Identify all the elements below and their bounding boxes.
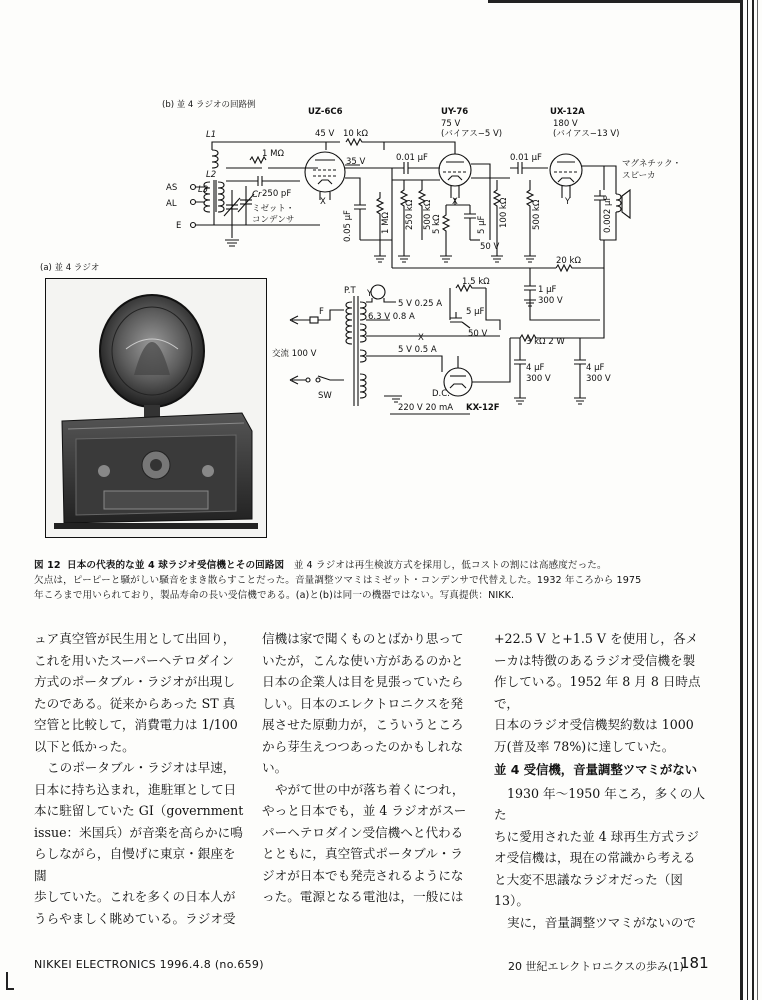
coil-label: L2 xyxy=(206,170,217,180)
tube-spec: (バイアス−5 V) xyxy=(441,129,503,139)
footer-series: 20 世紀エレクトロニクスの歩み(1) xyxy=(508,960,684,973)
figure-number: 図 12 xyxy=(34,560,61,571)
voltage-label: 300 V xyxy=(586,374,611,384)
radio-illustration xyxy=(46,279,266,537)
figure-caption xyxy=(34,558,734,603)
speaker-label: マグネチック・ xyxy=(622,159,682,169)
terminal-label: AS xyxy=(166,183,178,193)
voltage-label: 45 V xyxy=(315,129,335,139)
capacitor-label: 4 μF xyxy=(586,363,605,373)
figure-title: 日本の代表的な並 4 球ラジオ受信機とその回路図 xyxy=(67,560,285,571)
coil-label: L1 xyxy=(206,130,217,140)
capacitor-label: 4 μF xyxy=(526,363,545,373)
text-line: らしながら，自慢げに東京・銀座を闊 xyxy=(34,846,236,883)
page-edge xyxy=(752,0,754,1000)
sub-a-label: (a) 並 4 ラジオ xyxy=(40,263,100,273)
transformer-label: P.T xyxy=(344,286,356,296)
text-line: +22.5 V と+1.5 V を使用し，各メ xyxy=(494,631,699,646)
caption-text: 並 4 ラジオは再生検波方式を採用し，低コストの割には高感度だった。 xyxy=(293,560,607,571)
tube-spec: (バイアス−13 V) xyxy=(553,129,620,139)
text-line: ジオが日本でも発売されるようにな xyxy=(262,867,464,883)
winding-label: 5 V 0.25 A xyxy=(398,299,443,309)
tube-name: UY-76 xyxy=(441,107,469,117)
text-line: 13）。 xyxy=(494,893,529,908)
resistor-label: 1 MΩ xyxy=(262,149,284,159)
text-column-3 xyxy=(494,628,716,933)
winding-label: 5 V 0.5 A xyxy=(398,345,437,355)
resistor-label: 10 kΩ xyxy=(343,129,368,139)
caption-text: 年ころまで用いられており，製品寿命の長い受信機である。(a)と(b)は同一の機器ではない。写真提供：NIKK. xyxy=(34,590,515,601)
text-line: 実に，音量調整ツマミがないので xyxy=(507,914,696,930)
text-line: 以下と低かった。 xyxy=(34,738,135,754)
ac-label: 交流 100 V xyxy=(272,349,317,359)
sub-b-label: (b) 並 4 ラジオの回路例 xyxy=(162,100,256,110)
capacitor-label: 0.002 μF xyxy=(603,195,613,233)
corner-mark xyxy=(6,972,14,990)
text-line: ーカは特徴のあるラジオ受信機を製 xyxy=(494,652,696,668)
resistor-label: 1 MΩ xyxy=(381,212,391,234)
text-line: しい。日本のエレクトロニクスを発 xyxy=(262,695,464,711)
tube-name: KX-12F xyxy=(466,403,500,413)
text-line: 方式のポータブル・ラジオが出現し xyxy=(34,674,235,689)
text-line: 1930 年〜1950 年ころ，多くの人た xyxy=(494,785,706,822)
x-label: X xyxy=(320,197,326,207)
voltage-label: 300 V xyxy=(538,296,563,306)
radio-photo xyxy=(45,278,267,538)
dc-label: D.C. xyxy=(432,389,450,399)
text-line: このポータブル・ラジオは早速， xyxy=(47,760,236,775)
voltage-label: 50 V xyxy=(480,242,500,252)
text-line: った。電源となる電池は，一般には xyxy=(262,889,464,904)
x-label: X xyxy=(418,333,424,343)
capacitor-label: 250 pF xyxy=(262,189,292,199)
text-line: やっと日本でも，並 4 ラジオがスー xyxy=(262,803,467,818)
text-line: いたが，こんな使い方があるのかと xyxy=(262,652,464,668)
page-edge xyxy=(747,0,748,1000)
voltage-label: 300 V xyxy=(526,374,551,384)
text-line: 万(普及率 78%)に達していた。 xyxy=(494,738,675,754)
text-line: これを用いたスーパーヘテロダイン xyxy=(34,652,234,668)
note-label: コンデンサ xyxy=(252,215,295,225)
capacitor-label: Cr xyxy=(252,190,262,200)
text-line: issue：米国兵）が音楽を高らかに鳴 xyxy=(34,824,243,840)
winding-label: 6.3 V 0.8 A xyxy=(368,312,415,322)
winding-label: 220 V 20 mA xyxy=(398,403,454,413)
page-edge xyxy=(757,0,758,1000)
x-label: X xyxy=(452,197,458,207)
page-edge xyxy=(740,0,743,1000)
resistor-label: 500 kΩ xyxy=(423,199,433,230)
capacitor-label: 0.05 μF xyxy=(343,210,353,242)
text-line: 日本に持ち込まれ，進駐軍として日 xyxy=(34,781,237,797)
resistor-label: 3 kΩ 2 W xyxy=(526,337,565,347)
terminal-label: E xyxy=(176,221,182,231)
text-line: 作している。1952 年 8 月 8 日時点で， xyxy=(494,674,701,711)
capacitor-label: 5 μF xyxy=(466,307,485,317)
text-line: 信機は家で聞くものとばかり思って xyxy=(262,631,464,646)
tube-name: UX-12A xyxy=(550,107,585,117)
text-line: たのである。従来からあった ST 真 xyxy=(34,695,236,711)
text-line: と大変不思議なラジオだった（図 xyxy=(494,871,683,887)
fuse-label: F xyxy=(319,307,324,317)
text-line: 展させた原動力が，こういうところ xyxy=(262,717,464,732)
caption-text: 欠点は，ピーピーと騒がしい騒音をまき散らすことだった。音量調整ツマミはミゼット・コンデンサで代替えした。1932 年ころから 1975 xyxy=(34,575,642,586)
text-line: うらやましく眺めている。ラジオ受 xyxy=(34,910,236,926)
text-line: い。 xyxy=(262,760,288,775)
text-line: オ受信機は，現在の常識から考える xyxy=(494,850,696,865)
text-line: パーヘテロダイン受信機へと代わる xyxy=(262,824,464,840)
page-number: 181 xyxy=(680,954,709,972)
terminal-label: AL xyxy=(166,199,177,209)
resistor-label: 1.5 kΩ xyxy=(462,277,490,287)
section-heading: 並 4 受信機，音量調整ツマミがない xyxy=(494,762,698,777)
text-line: 本に駐留していた GI（government xyxy=(34,803,244,818)
capacitor-label: 5 μF xyxy=(477,215,487,234)
speaker-label: スピーカ xyxy=(622,171,656,181)
resistor-label: 250 kΩ xyxy=(405,199,415,230)
tube-spec: 180 V xyxy=(553,119,578,129)
text-line: やがて世の中が落ち着くにつれ， xyxy=(275,781,465,797)
capacitor-label: 1 μF xyxy=(538,285,557,295)
resistor-label: 20 kΩ xyxy=(556,256,581,266)
text-line: とともに，真空管式ポータブル・ラ xyxy=(262,846,463,861)
capacitor-label: 0.01 μF xyxy=(510,153,542,163)
resistor-label: 100 kΩ xyxy=(499,197,509,228)
text-line: 日本のラジオ受信機契約数は 1000 xyxy=(494,717,694,732)
text-line: 日本の企業人は目を見張っていたら xyxy=(262,674,464,689)
text-line: ちに愛用された並 4 球再生方式ラジ xyxy=(494,828,699,844)
resistor-label: 5 kΩ xyxy=(432,214,442,234)
resistor-label: 500 kΩ xyxy=(532,199,542,230)
text-line: ュア真空管が民生用として出回り， xyxy=(34,631,236,646)
text-column-1 xyxy=(34,628,246,929)
voltage-label: 50 V xyxy=(468,329,488,339)
text-line: 歩していた。これを多くの日本人が xyxy=(34,889,236,904)
switch-label: SW xyxy=(318,391,332,401)
capacitor-label: 0.01 μF xyxy=(396,153,428,163)
tube-name: UZ-6C6 xyxy=(308,107,343,117)
note-label: ミゼット・ xyxy=(252,204,295,214)
y-label: Y xyxy=(367,289,373,299)
text-line: から芽生えつつあったのかもしれな xyxy=(262,738,464,754)
y-label: Y xyxy=(565,197,571,207)
coil-label: L3 xyxy=(198,185,209,195)
text-column-2 xyxy=(262,628,474,908)
text-line: 空管と比較して，消費電力は 1/100 xyxy=(34,717,238,732)
footer-journal: NIKKEI ELECTRONICS 1996.4.8 (no.659) xyxy=(34,958,264,971)
tube-spec: 75 V xyxy=(441,119,461,129)
voltage-label: 35 V xyxy=(346,157,366,167)
